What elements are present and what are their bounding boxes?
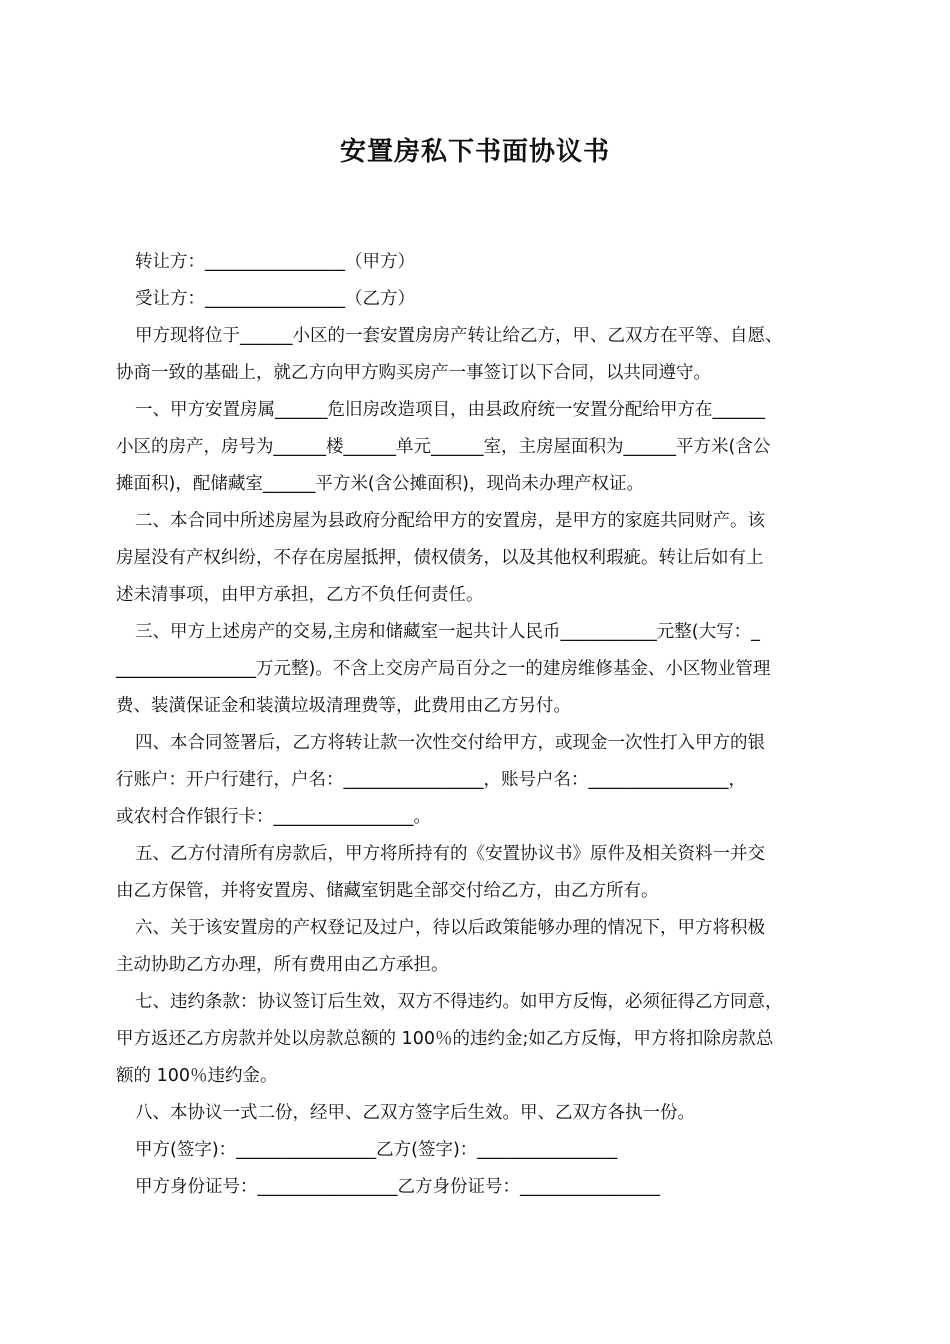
clause-5-line-1: 五、乙方付清所有房款后，甲方将所持有的《安置协议书》原件及相关资料一并交 xyxy=(135,844,765,864)
clause-1-line-3: 摊面积)，配储藏室______平方米(含公摊面积)，现尚未办理产权证。 xyxy=(116,474,644,494)
clause-2-line-3: 述未清事项，由甲方承担，乙方不负任何责任。 xyxy=(116,585,484,605)
clause-7-line-3: 额的 100％违约金。 xyxy=(116,1066,278,1086)
clause-5-line-2: 由乙方保管，并将安置房、储藏室钥匙全部交付给乙方，由乙方所有。 xyxy=(116,881,659,901)
clause-7-line-2: 甲方返还乙方房款并处以房款总额的 100％的违约金;如乙方反悔，甲方将扣除房款总 xyxy=(116,1029,774,1049)
clause-6-line-1: 六、关于该安置房的产权登记及过户，待以后政策能够办理的情况下，甲方将积极 xyxy=(135,918,765,938)
clause-3-line-2: ________________万元整)。不含上交房产局百分之一的建房维修基金、小区物业管理 xyxy=(116,659,771,679)
document-title: 安置房私下书面协议书 xyxy=(339,137,610,167)
clause-1-line-2: 小区的房产，房号为______楼______单元______室，主房屋面积为______平方米(含公 xyxy=(116,437,771,457)
transferee-line: 受让方：________________（乙方） xyxy=(135,289,415,309)
intro-line-1: 甲方现将位于______小区的一套安置房房产转让给乙方，甲、乙双方在平等、自愿、 xyxy=(135,326,783,346)
clause-3-line-3: 费、装潢保证金和装潢垃圾清理费等，此费用由乙方另付。 xyxy=(116,696,571,716)
clause-6-line-2: 主动协助乙方办理，所有费用由乙方承担。 xyxy=(116,955,449,975)
clause-1-line-1: 一、甲方安置房属______危旧房改造项目，由县政府统一安置分配给甲方在______ xyxy=(135,400,765,420)
clause-8-line-1: 八、本协议一式二份，经甲、乙双方签字后生效。甲、乙双方各执一份。 xyxy=(135,1103,695,1123)
intro-line-2: 协商一致的基础上，就乙方向甲方购买房产一事签订以下合同，以共同遵守。 xyxy=(116,363,711,383)
id-number-line: 甲方身份证号：________________乙方身份证号：________________ xyxy=(135,1177,660,1197)
transferor-line: 转让方：________________（甲方） xyxy=(135,252,415,272)
clause-4-line-1: 四、本合同签署后，乙方将转让款一次性交付给甲方，或现金一次性打入甲方的银 xyxy=(135,733,765,753)
clause-2-line-2: 房屋没有产权纠纷，不存在房屋抵押，债权债务，以及其他权利瑕疵。转让后如有上 xyxy=(116,548,764,568)
document-body xyxy=(116,244,846,1206)
clause-7-line-1: 七、违约条款：协议签订后生效，双方不得违约。如甲方反悔，必须征得乙方同意， xyxy=(135,992,783,1012)
clause-3-line-1: 三、甲方上述房产的交易,主房和储藏室一起共计人民币___________元整(大写：_ xyxy=(135,622,760,642)
clause-4-line-2: 行账户：开户行建行，户名：________________，账号户名：________________， xyxy=(116,770,746,790)
clause-4-line-3: 或农村合作银行卡：________________。 xyxy=(116,807,431,827)
signature-line: 甲方(签字)：________________乙方(签字)：________________ xyxy=(135,1140,618,1160)
clause-2-line-1: 二、本合同中所述房屋为县政府分配给甲方的安置房，是甲方的家庭共同财产。该 xyxy=(135,511,765,531)
